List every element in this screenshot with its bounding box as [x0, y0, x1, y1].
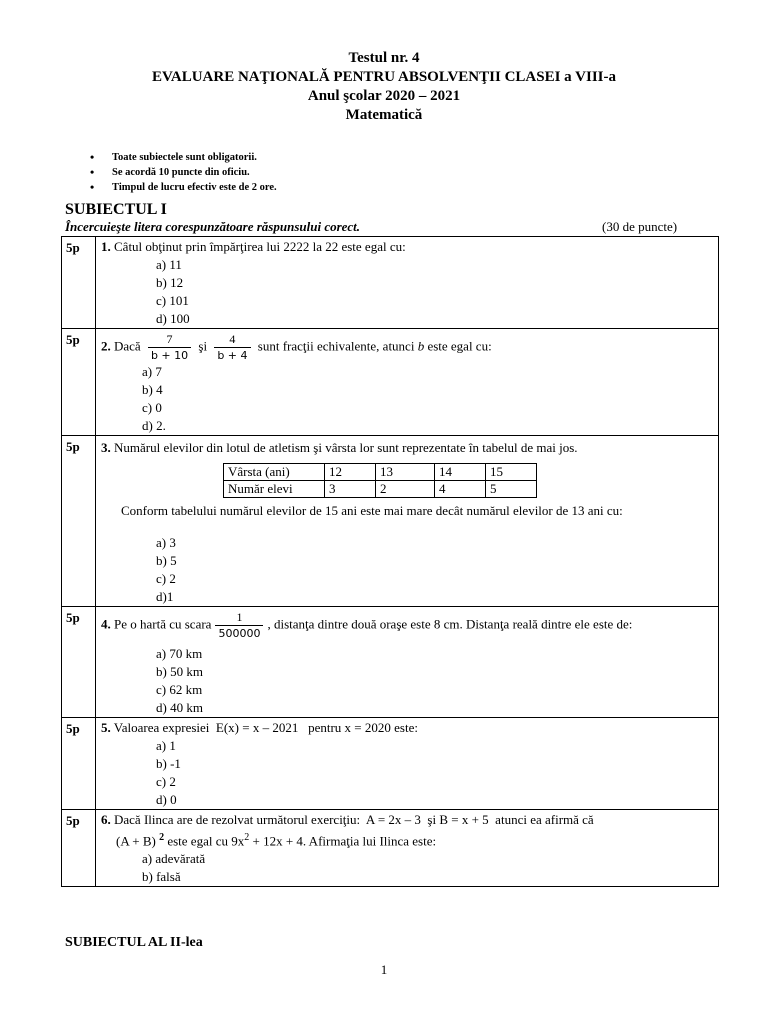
ages-label: Vârsta (ani): [224, 464, 325, 481]
option-d[interactable]: d) 100: [156, 311, 190, 326]
option-b[interactable]: b) falsă: [142, 869, 181, 885]
option-b[interactable]: b) 12: [156, 275, 184, 290]
ages-cell: 15: [486, 464, 537, 481]
rule-item: • Toate subiectele sunt obligatorii.: [90, 150, 277, 165]
students-row: [224, 481, 537, 498]
question-number: 5.: [101, 720, 111, 735]
option-c[interactable]: c) 101: [156, 293, 189, 308]
document-header: [0, 49, 768, 125]
expression-part: este egal cu 9x: [167, 833, 245, 849]
ages-table: [223, 463, 537, 498]
question-text: Câtul obţinut prin împărţirea lui 2222 la 22 este egal cu:: [114, 239, 406, 254]
option-d[interactable]: d) 0: [156, 792, 177, 807]
option-c[interactable]: c) 2: [156, 774, 176, 789]
option-d[interactable]: d) 40 km: [156, 700, 203, 715]
rule-item: • Se acordă 10 puncte din oficiu.: [90, 165, 277, 180]
question-number: 1.: [101, 239, 111, 254]
question-row: [62, 718, 719, 810]
question-text: Numărul elevilor din lotul de atletism şi vârsta lor sunt reprezentate în tabelul de mai jos.: [114, 440, 578, 455]
option-d[interactable]: d) 2.: [142, 418, 166, 433]
option-c[interactable]: c) 2: [156, 571, 176, 586]
subject-1-title: SUBIECTUL I: [65, 201, 167, 218]
question-points: 5p: [62, 718, 96, 810]
question-6: [96, 810, 719, 887]
question-4: [96, 607, 719, 718]
question-text-mid: şi: [198, 338, 208, 354]
question-row: [62, 810, 719, 887]
fraction-numerator: 4: [229, 332, 236, 346]
option-b[interactable]: b) 50 km: [156, 664, 203, 679]
students-label: Număr elevi: [224, 481, 325, 498]
rules-list: [90, 150, 277, 195]
subject-name: Matematică: [345, 107, 423, 123]
expression-part: (A + B): [116, 833, 156, 849]
ages-cell: 14: [435, 464, 486, 481]
fraction-numerator: 7: [166, 332, 173, 346]
question-text-suffix-2: este egal cu:: [427, 338, 492, 354]
question-number: 4.: [101, 616, 111, 632]
question-text-2: Conform tabelului numărul elevilor de 15 ani este mai mare decât numărul elevilor de 13 ani cu:: [121, 503, 623, 518]
option-b[interactable]: b) -1: [156, 756, 181, 771]
option-b[interactable]: b) 5: [156, 553, 177, 568]
option-a[interactable]: a) 1: [156, 738, 176, 753]
students-cell: 5: [486, 481, 537, 498]
question-text-prefix: Pe o hartă cu scara: [114, 616, 212, 632]
exponent: 2: [244, 832, 250, 843]
question-points: 5p: [62, 329, 96, 436]
question-text: Valoarea expresiei E(x) = x – 2021 pentru x = 2020 este:: [113, 720, 418, 735]
question-row: [62, 237, 719, 329]
option-b[interactable]: b) 4: [142, 382, 163, 397]
option-a[interactable]: a) 3: [156, 535, 176, 550]
fraction-denominator: b + 10: [148, 347, 191, 363]
question-text-prefix: Dacă: [114, 338, 141, 354]
question-number: 3.: [101, 440, 111, 455]
option-a[interactable]: a) adevărată: [142, 851, 206, 867]
scale-fraction: [215, 610, 263, 641]
questions-table: [61, 236, 719, 887]
fraction-numerator: 1: [236, 610, 243, 624]
students-cell: 3: [325, 481, 376, 498]
question-row: [62, 436, 719, 607]
question-points: 5p: [62, 607, 96, 718]
question-2: [96, 329, 719, 436]
fraction-denominator: 500000: [215, 625, 263, 641]
option-c[interactable]: c) 0: [142, 400, 162, 415]
school-year: Anul şcolar 2020 – 2021: [307, 88, 461, 104]
question-1: [96, 237, 719, 329]
question-row: [62, 329, 719, 436]
ages-cell: 13: [376, 464, 435, 481]
question-text-suffix: , distanţa dintre două oraşe este 8 cm. Distanţa reală dintre ele este de:: [267, 616, 633, 632]
ages-cell: 12: [325, 464, 376, 481]
option-a[interactable]: a) 11: [156, 257, 182, 272]
question-points: 5p: [62, 237, 96, 329]
fraction-1: [148, 332, 191, 363]
fraction-2: [214, 332, 250, 363]
subject-2-title: SUBIECTUL AL II-lea: [65, 935, 203, 950]
question-points: 5p: [62, 810, 96, 887]
students-cell: 2: [376, 481, 435, 498]
option-d[interactable]: d)1: [156, 589, 174, 604]
exam-title: EVALUARE NAŢIONALĂ PENTRU ABSOLVENŢII CLASEI a VIII-a: [151, 69, 616, 85]
page-number: 1: [380, 962, 388, 977]
question-text: Dacă Ilinca are de rezolvat următorul exerciţiu: A = 2x – 3 şi B = x + 5 atunci ea afirmă că: [114, 812, 594, 827]
fraction-denominator: b + 4: [214, 347, 250, 363]
question-text-suffix: sunt fracţii echivalente, atunci: [257, 338, 415, 354]
expression-part: + 12x + 4. Afirmaţia lui Ilinca este:: [252, 833, 437, 849]
option-c[interactable]: c) 62 km: [156, 682, 203, 697]
option-a[interactable]: a) 70 km: [156, 646, 203, 661]
rule-item: • Timpul de lucru efectiv este de 2 ore.: [90, 180, 277, 195]
test-number: Testul nr. 4: [348, 50, 420, 66]
subject-1-instruction: Încercuieşte litera corespunzătoare răspunsului corect.: [65, 219, 361, 234]
question-3: [96, 436, 719, 607]
ages-row: [224, 464, 537, 481]
question-points: 5p: [62, 436, 96, 607]
question-number: 2.: [101, 338, 111, 354]
question-5: [96, 718, 719, 810]
subject-1-points: (30 de puncte): [602, 219, 678, 234]
question-number: 6.: [101, 812, 111, 827]
students-cell: 4: [435, 481, 486, 498]
option-a[interactable]: a) 7: [142, 364, 162, 379]
variable-b: b: [417, 338, 425, 354]
question-row: [62, 607, 719, 718]
exponent: 2: [159, 832, 165, 843]
